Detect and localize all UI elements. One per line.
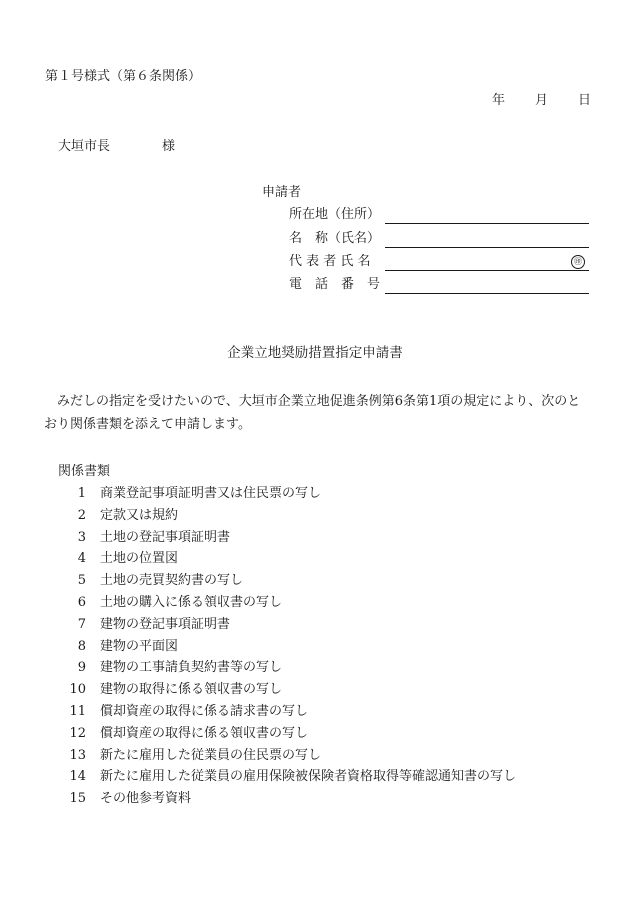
addressee-name: 大垣市長	[58, 139, 111, 154]
seal-mark: ㊞	[571, 255, 585, 269]
list-item	[58, 637, 516, 659]
list-item	[58, 789, 516, 811]
company-name-field-label: 名 称（氏名）	[289, 231, 381, 246]
item-number: 2	[77, 507, 86, 523]
item-number: 1	[77, 486, 86, 501]
company-name-field[interactable]	[289, 231, 589, 249]
item-text: 土地の位置図	[100, 551, 179, 567]
representative-field-line[interactable]	[385, 270, 589, 271]
item-number: 13	[69, 747, 86, 763]
list-item	[58, 767, 516, 789]
list-item	[58, 615, 516, 637]
item-number: 15	[69, 791, 86, 807]
item-text: 新たに雇用した従業員の雇用保険被保険者資格取得等確認通知書の写し	[100, 769, 517, 785]
item-text: 建物の登記事項証明書	[100, 616, 231, 632]
date-month-label: 月	[535, 93, 549, 108]
item-text: 定款又は規約	[100, 507, 179, 523]
phone-field-line[interactable]	[385, 293, 589, 294]
item-text: 建物の工事請負契約書等の写し	[100, 660, 283, 676]
phone-field[interactable]	[289, 277, 589, 295]
item-text: 土地の登記事項証明書	[100, 529, 231, 545]
list-item	[58, 658, 516, 680]
item-number: 6	[77, 594, 86, 610]
list-item	[58, 528, 516, 550]
addressee-honorific: 様	[162, 139, 176, 154]
list-item	[58, 593, 516, 615]
representative-field-label: 代 表 者 氏 名	[289, 254, 371, 269]
item-number: 14	[69, 769, 86, 785]
item-text: 償却資産の取得に係る領収書の写し	[100, 725, 309, 741]
documents-list	[58, 484, 516, 811]
list-item	[58, 549, 516, 571]
item-number: 4	[77, 551, 86, 567]
representative-field[interactable]	[289, 254, 589, 272]
list-item	[58, 724, 516, 746]
list-item	[58, 506, 516, 528]
date-year-label: 年	[492, 93, 506, 108]
addressee	[58, 139, 175, 155]
documents-heading: 関係書類	[58, 464, 111, 479]
list-item	[58, 484, 516, 506]
item-text: 償却資産の取得に係る請求書の写し	[100, 703, 309, 719]
item-number: 12	[69, 725, 86, 741]
date-day-label: 日	[578, 93, 592, 108]
list-item	[58, 702, 516, 724]
item-number: 5	[77, 573, 86, 589]
item-number: 7	[77, 616, 86, 632]
address-field-line[interactable]	[385, 223, 589, 224]
item-number: 3	[77, 529, 86, 545]
item-number: 9	[77, 660, 86, 676]
address-field[interactable]	[289, 207, 589, 225]
item-number: 11	[69, 703, 86, 719]
applicant-label: 申請者	[262, 185, 302, 200]
phone-field-label: 電 話 番 号	[289, 277, 381, 292]
list-item	[58, 746, 516, 768]
item-text: その他参考資料	[100, 791, 192, 807]
address-field-label: 所在地（住所）	[289, 207, 381, 222]
list-item	[58, 571, 516, 593]
body-text: みだしの指定を受けたいので、大垣市企業立地促進条例第6条第1項の規定により、次のとおり関係書類を添えて申請します。	[44, 394, 581, 432]
item-text: 土地の購入に係る領収書の写し	[100, 594, 283, 610]
date-line	[492, 93, 591, 109]
item-text: 建物の平面図	[100, 638, 179, 654]
company-name-field-line[interactable]	[385, 247, 589, 248]
item-text: 新たに雇用した従業員の住民票の写し	[100, 747, 322, 763]
item-number: 10	[69, 682, 86, 698]
document-title: 企業立地奨励措置指定申請書	[227, 345, 403, 361]
item-text: 土地の売買契約書の写し	[100, 573, 244, 589]
list-item	[58, 680, 516, 702]
form-number: 第１号様式（第６条関係）	[45, 69, 202, 84]
item-number: 8	[77, 638, 86, 654]
item-text: 商業登記事項証明書又は住民票の写し	[100, 486, 322, 501]
item-text: 建物の取得に係る領収書の写し	[100, 682, 283, 698]
